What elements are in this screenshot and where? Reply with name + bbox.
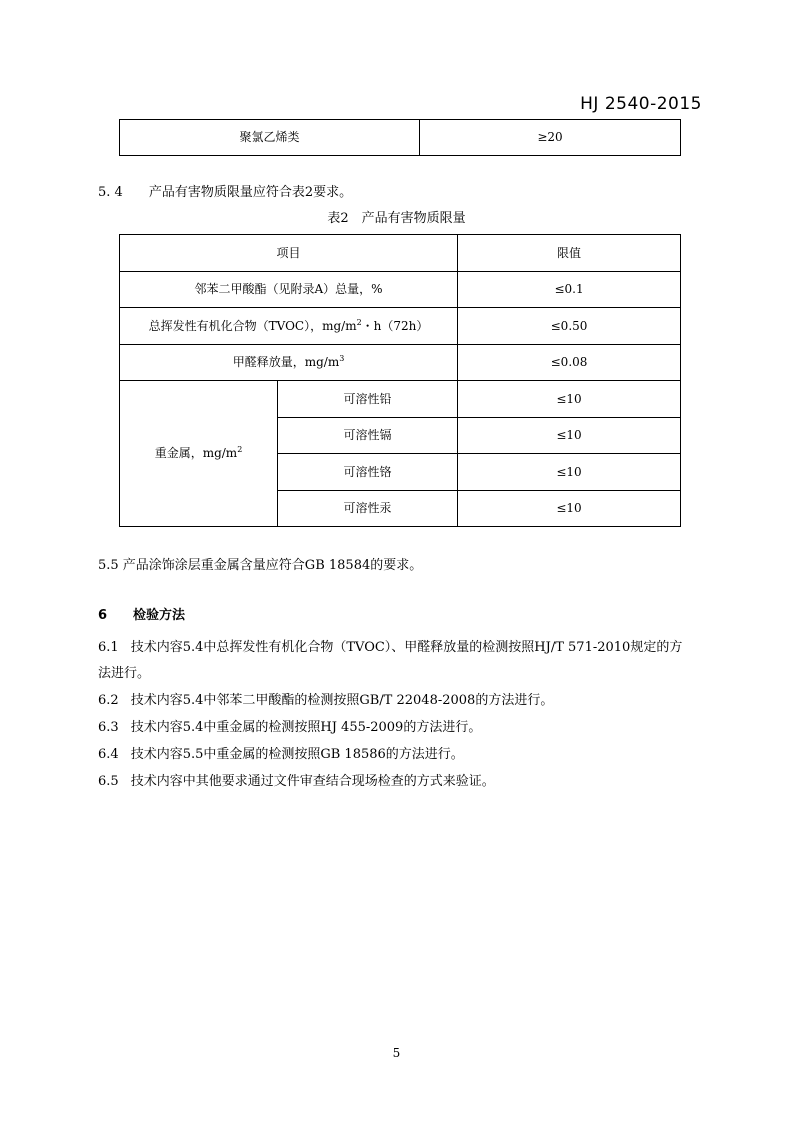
table-row — [120, 381, 681, 418]
metal-name: 可溶性铅 — [278, 381, 458, 418]
hazard-limit-table — [119, 234, 681, 527]
clause-number: 5. 4 — [98, 185, 123, 200]
page-number: 5 — [392, 1046, 401, 1060]
metal-name: 可溶性铬 — [278, 454, 458, 491]
table-cell-item: 聚氯乙烯类 — [120, 120, 420, 156]
clause-6-1: 6.1 技术内容5.4中总挥发性有机化合物（TVOC）、甲醛释放量的检测按照HJ/T 571-2010规定的方 — [98, 640, 683, 655]
metal-limit: ≤10 — [458, 454, 681, 491]
standard-code: HJ 2540-2015 — [580, 94, 702, 114]
metal-name: 可溶性镉 — [278, 417, 458, 454]
table-cell-limit: ≤0.1 — [458, 271, 681, 308]
table-caption: 表2 产品有害物质限量 — [327, 211, 466, 226]
clause-6-5: 6.5 技术内容中其他要求通过文件审查结合现场检查的方式来验证。 — [98, 774, 495, 789]
table-cell-item: 邻苯二甲酸酯（见附录A）总量，% — [120, 271, 458, 308]
table-cell-limit: ≤0.50 — [458, 308, 681, 345]
top-table — [119, 119, 681, 156]
metal-name: 可溶性汞 — [278, 490, 458, 527]
table-row — [120, 308, 681, 345]
metal-limit: ≤10 — [458, 490, 681, 527]
clause-5-5: 5.5 产品涂饰涂层重金属含量应符合GB 18584的要求。 — [98, 558, 423, 573]
clause-6-2: 6.2 技术内容5.4中邻苯二甲酸酯的检测按照GB/T 22048-2008的方法进行。 — [98, 693, 554, 708]
header-item: 项目 — [120, 235, 458, 272]
metal-limit: ≤10 — [458, 417, 681, 454]
table-row — [120, 344, 681, 381]
table-cell-item: 甲醛释放量，$mg/m^3$ — [120, 344, 458, 381]
table-cell-limit: ≤0.08 — [458, 344, 681, 381]
table-cell-value: ≥20 — [420, 120, 681, 156]
heavy-metal-label: 重金属，$mg/m^2$ — [120, 381, 278, 527]
section-6-title: 6 检验方法 — [98, 608, 186, 623]
clause-6-3: 6.3 技术内容5.4中重金属的检测按照HJ 455-2009的方法进行。 — [98, 720, 482, 735]
header-limit: 限值 — [458, 235, 681, 272]
table-row — [120, 120, 681, 156]
table-row — [120, 271, 681, 308]
table-header-row — [120, 235, 681, 272]
clause-text: 产品有害物质限量应符合表2要求。 — [148, 185, 353, 200]
table-cell-item: 总挥发性有机化合物（TVOC），$mg/m^2$・h（72h） — [120, 308, 458, 345]
clause-6-4: 6.4 技术内容5.5中重金属的检测按照GB 18586的方法进行。 — [98, 747, 464, 762]
metal-limit: ≤10 — [458, 381, 681, 418]
clause-6-1-continued: 法进行。 — [98, 666, 151, 681]
clause-5-4 — [98, 181, 352, 200]
